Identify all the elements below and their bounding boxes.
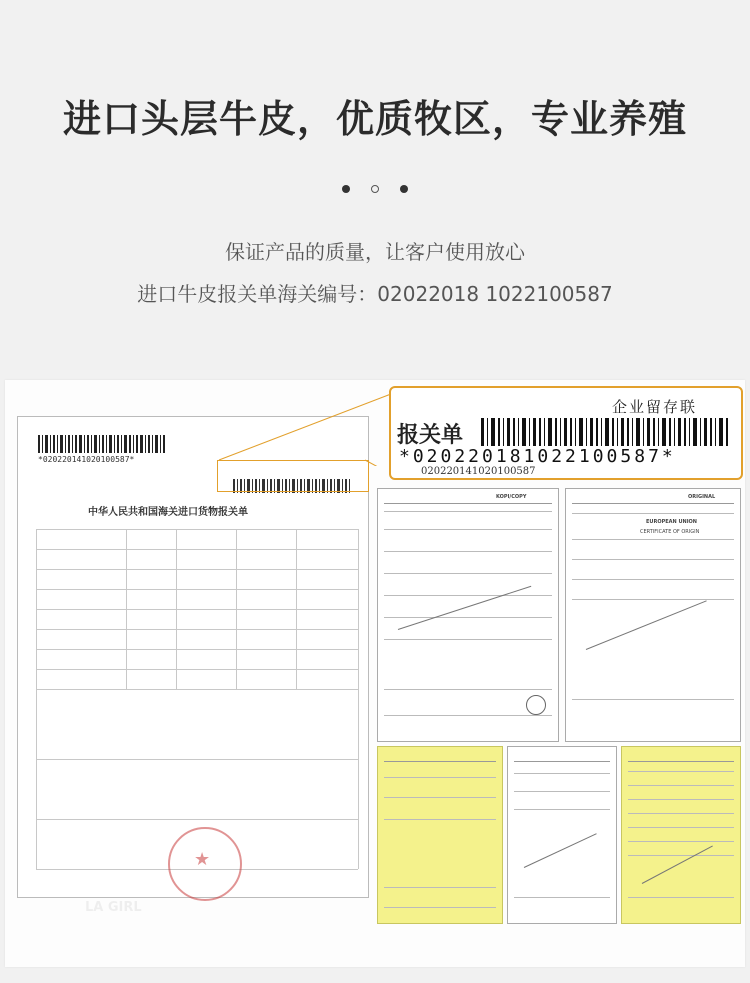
kopi-title: KOPI/COPY xyxy=(496,494,527,500)
carousel-dot-3[interactable] xyxy=(400,185,408,193)
subtitle-quality: 保证产品的质量，让客户使用放心 xyxy=(225,240,525,264)
eu-title: EUROPEAN UNION xyxy=(646,519,697,525)
declaration-form-grid xyxy=(36,529,358,869)
carousel-dot-1[interactable] xyxy=(342,185,350,193)
callout-declaration-number: *020220181022100587* xyxy=(399,446,676,467)
copy-type-label: 企业留存联 xyxy=(611,398,697,416)
page-headline: 进口头层牛皮，优质牧区，专业养殖 xyxy=(62,97,687,141)
declaration-number-top: *020220141020100587* xyxy=(38,455,135,464)
certificate-yellow-1 xyxy=(377,746,503,924)
origin-badge: ORIGINAL xyxy=(688,494,716,500)
callout-secondary-number: 020220141020100587 xyxy=(421,466,536,477)
certificate-yellow-2 xyxy=(621,746,741,924)
certificate-kopi xyxy=(377,488,559,742)
subtitle-customs-number: 进口牛皮报关单海关编号：02022018 1022100587 xyxy=(137,282,613,306)
callout-barcode xyxy=(481,418,731,446)
certificate-of-origin xyxy=(565,488,741,742)
watermark: LA GIRL xyxy=(85,900,142,915)
certificate-white-2 xyxy=(507,746,617,924)
barcode-top xyxy=(38,435,168,453)
callout-title: 报关单 xyxy=(397,423,464,448)
eu-emblem-icon xyxy=(526,695,546,715)
callout-connector xyxy=(215,386,395,466)
customs-seal-stamp xyxy=(168,827,242,901)
carousel-dot-2[interactable] xyxy=(371,185,379,193)
origin-title: CERTIFICATE OF ORIGIN xyxy=(640,529,700,535)
declaration-number-callout xyxy=(389,386,743,480)
declaration-title: 中华人民共和国海关进口货物报关单 xyxy=(88,507,248,518)
document-photo xyxy=(5,380,745,967)
carousel-dots[interactable] xyxy=(0,178,750,197)
